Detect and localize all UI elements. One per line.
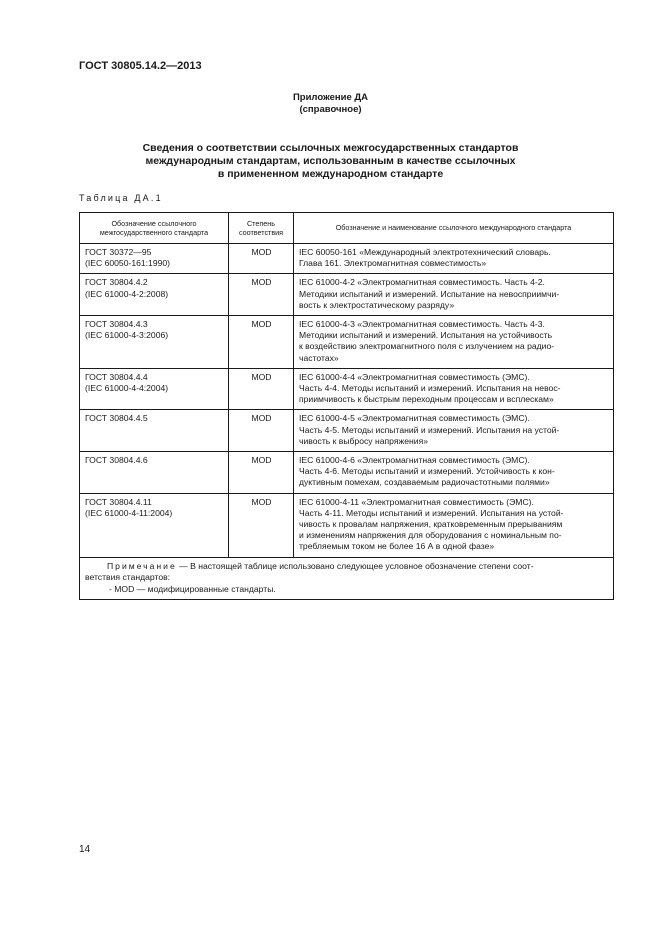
header-interstate-standard: Обозначение ссылочного межгосударственного стандарта (80, 213, 229, 244)
table-row (80, 244, 614, 274)
cell-intl: IEC 61000-4-6 «Электромагнитная совместимость (ЭМС). Часть 4-6. Методы испытаний и измерений. Устойчивость к кон- дуктивным помехам, создаваемым радиочастотными полями» (294, 452, 614, 494)
header-international-standard: Обозначение и наименование ссылочного международного стандарта (294, 213, 614, 244)
document-code: ГОСТ 30805.14.2—2013 (79, 60, 202, 72)
appendix-type: (справочное) (299, 104, 362, 115)
appendix-title: Приложение ДА (292, 92, 369, 103)
header-degree: Степень соответствия (229, 213, 294, 244)
table-row (80, 274, 614, 316)
standards-table (79, 212, 614, 600)
table-row (80, 410, 614, 452)
cell-degree: MOD (229, 368, 294, 410)
cell-degree: MOD (229, 452, 294, 494)
cell-intl: IEC 61000-4-2 «Электромагнитная совместимость. Часть 4-2. Методики испытаний и измерений. Испытание на невосприимчи- вость к электростатическому разряду» (294, 274, 614, 316)
table-row (80, 316, 614, 369)
cell-gost: ГОСТ 30804.4.3 (IEC 61000-4-3:2006) (80, 316, 229, 369)
note-text: — В настоящей таблице использовано следующее условное обозначение степени соот- (176, 560, 534, 571)
cell-gost: ГОСТ 30804.4.11 (IEC 61000-4-11:2004) (80, 493, 229, 557)
table-caption: Таблица ДА.1 (79, 193, 163, 203)
appendix-heading (0, 92, 661, 116)
table-row (80, 452, 614, 494)
cell-intl: IEC 61000-4-5 «Электромагнитная совместимость (ЭМС). Часть 4-5. Методы испытаний и измерений. Испытания на устой- чивость к выбросу напряжения» (294, 410, 614, 452)
cell-intl: IEC 61000-4-11 «Электромагнитная совместимость (ЭМС). Часть 4-11. Методы испытаний и измерений. Испытания на устой- чивость к провалам напряжения, кратковременным прерываниям и изменениям напряжения для оборудования с номинальным по- требляемым током не более 16 А в одной фазе» (294, 493, 614, 557)
cell-degree: MOD (229, 410, 294, 452)
cell-intl: IEC 61000-4-4 «Электромагнитная совместимость (ЭМС). Часть 4-4. Методы испытаний и измерений. Испытания на невос- приимчивость к быстрым переходным процессам и всплескам» (294, 368, 614, 410)
cell-gost: ГОСТ 30804.4.6 (80, 452, 229, 494)
table-row (80, 493, 614, 557)
table-note (80, 557, 614, 600)
cell-degree: MOD (229, 274, 294, 316)
title-line: международным стандартам, использованным в качестве ссылочных (145, 155, 516, 167)
title-line: Сведения о соответствии ссылочных межгосударственных стандартов (142, 142, 519, 154)
cell-intl: IEC 61000-4-3 «Электромагнитная совместимость. Часть 4-3. Методики испытаний и измерений. Испытания на устойчивость к воздействию электромагнитного поля с излучением на радио- частотах» (294, 316, 614, 369)
cell-degree: MOD (229, 316, 294, 369)
cell-degree: MOD (229, 244, 294, 274)
cell-gost: ГОСТ 30804.4.4 (IEC 61000-4-4:2004) (80, 368, 229, 410)
note-label: Примечание (107, 560, 177, 571)
cell-gost: ГОСТ 30372—95 (IEC 60050-161:1990) (80, 244, 229, 274)
section-title (100, 142, 561, 181)
table-note-row (80, 557, 614, 600)
page-number: 14 (79, 844, 91, 855)
note-item: - MOD — модифицированные стандарты. (109, 583, 276, 594)
cell-gost: ГОСТ 30804.4.2 (IEC 61000-4-2:2008) (80, 274, 229, 316)
table-header-row (80, 213, 614, 244)
note-text: ветствия стандартов: (85, 572, 171, 583)
table-row (80, 368, 614, 410)
title-line: в примененном международном стандарте (217, 168, 444, 180)
cell-gost: ГОСТ 30804.4.5 (80, 410, 229, 452)
cell-intl: IEC 60050-161 «Международный электротехнический словарь. Глава 161. Электромагнитная совместимость» (294, 244, 614, 274)
cell-degree: MOD (229, 493, 294, 557)
